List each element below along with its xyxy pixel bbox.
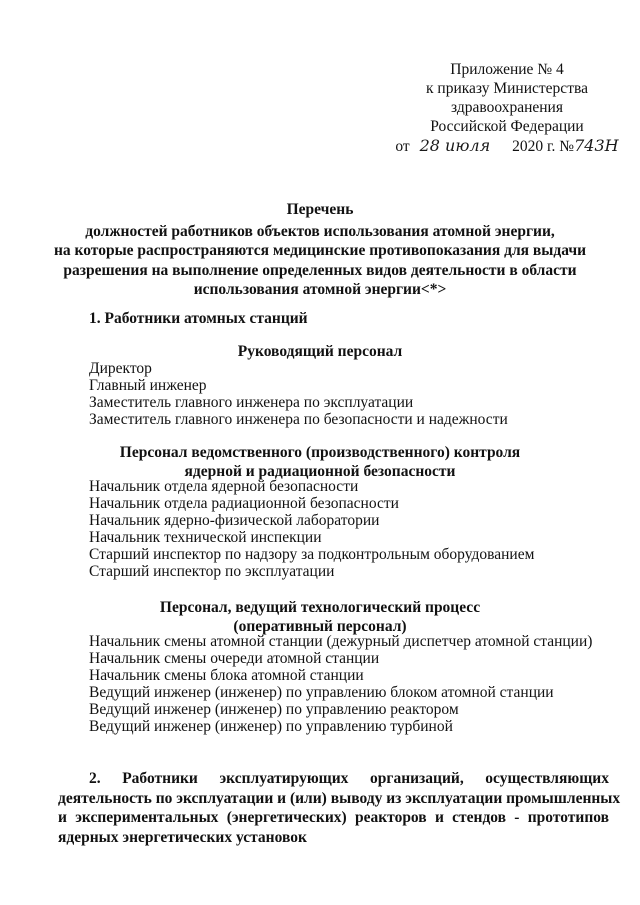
- list-item: Ведущий инженер (инженер) по управлению турбиной: [89, 718, 453, 735]
- group-3-heading-line-2: (оперативный персонал): [233, 618, 407, 635]
- list-item: Ведущий инженер (инженер) по управлению блоком атомной станции: [89, 684, 554, 701]
- section-2-word: организаций,: [370, 770, 464, 787]
- list-item: Директор: [89, 360, 152, 377]
- section-2-word: эксплуатирующих: [219, 770, 349, 787]
- group-2-list: [89, 478, 534, 580]
- section-2-line-2: деятельность по эксплуатации и (или) выводу из эксплуатации промышленных: [58, 789, 621, 807]
- title-line-1: Перечень: [286, 201, 354, 218]
- section-2-paragraph: [58, 769, 621, 847]
- list-item: Старший инспектор по надзору за подконтрольным оборудованием: [89, 546, 535, 563]
- list-item: Начальник смены блока атомной станции: [89, 667, 364, 684]
- date-prefix: от: [395, 138, 410, 155]
- section-1-heading: 1. Работники атомных станций: [89, 310, 308, 327]
- list-item: Заместитель главного инженера по эксплуатации: [89, 394, 414, 411]
- appendix-country: Российской Федерации: [430, 118, 584, 135]
- handwritten-number: 743Н: [574, 136, 619, 155]
- list-item: Начальник технической инспекции: [89, 529, 322, 546]
- group-3-heading: [40, 598, 600, 636]
- list-item: Старший инспектор по эксплуатации: [89, 563, 335, 580]
- section-2-word: Работники: [122, 770, 198, 787]
- group-1-list: [89, 360, 508, 428]
- section-2-line-3: и экспериментальных (энергетических) реакторов и стендов - прототипов: [58, 809, 609, 826]
- list-item: Начальник смены очереди атомной станции: [89, 650, 380, 667]
- appendix-date-line: [392, 136, 622, 156]
- title-line-5: использования атомной энергии<*>: [193, 281, 447, 298]
- appendix-ministry: здравоохранения: [451, 99, 563, 116]
- document-title: [40, 200, 600, 300]
- group-3-heading-line-1: Персонал, ведущий технологический процесс: [159, 599, 481, 616]
- section-2-word: осуществляющих: [485, 770, 609, 787]
- list-item: Начальник ядерно-физической лаборатории: [89, 512, 380, 529]
- title-line-2: должностей работников объектов использования атомной энергии,: [85, 222, 555, 240]
- list-item: Главный инженер: [89, 377, 207, 394]
- group-2-heading-line-1: Персонал ведомственного (производственного) контроля: [119, 444, 521, 461]
- handwritten-date: 28 июля: [419, 136, 491, 155]
- appendix-header: [392, 60, 622, 156]
- appendix-order-ref: к приказу Министерства: [426, 80, 588, 97]
- appendix-number: Приложение № 4: [450, 61, 564, 78]
- list-item: Начальник смены атомной станции (дежурный диспетчер атомной станции): [89, 633, 593, 650]
- section-2-line-4: ядерных энергетических установок: [58, 828, 307, 846]
- title-line-3: на которые распространяются медицинские противопоказания для выдачи: [53, 242, 587, 259]
- group-1-heading: Руководящий персонал: [237, 343, 403, 360]
- list-item: Начальник отдела ядерной безопасности: [89, 478, 359, 495]
- list-item: Начальник отдела радиационной безопасности: [89, 495, 399, 512]
- list-item: Ведущий инженер (инженер) по управлению реактором: [89, 701, 459, 718]
- group-2-heading: [40, 443, 600, 481]
- title-line-4: разрешения на выполнение определенных видов деятельности в области: [63, 261, 577, 279]
- section-2-number: 2.: [89, 770, 101, 787]
- section-2-line-1: [0, 769, 609, 789]
- group-2-heading-line-2: ядерной и радиационной безопасности: [184, 463, 456, 480]
- date-year: 2020 г. №: [512, 138, 575, 155]
- list-item: Заместитель главного инженера по безопасности и надежности: [89, 411, 508, 428]
- group-3-list: [89, 633, 592, 735]
